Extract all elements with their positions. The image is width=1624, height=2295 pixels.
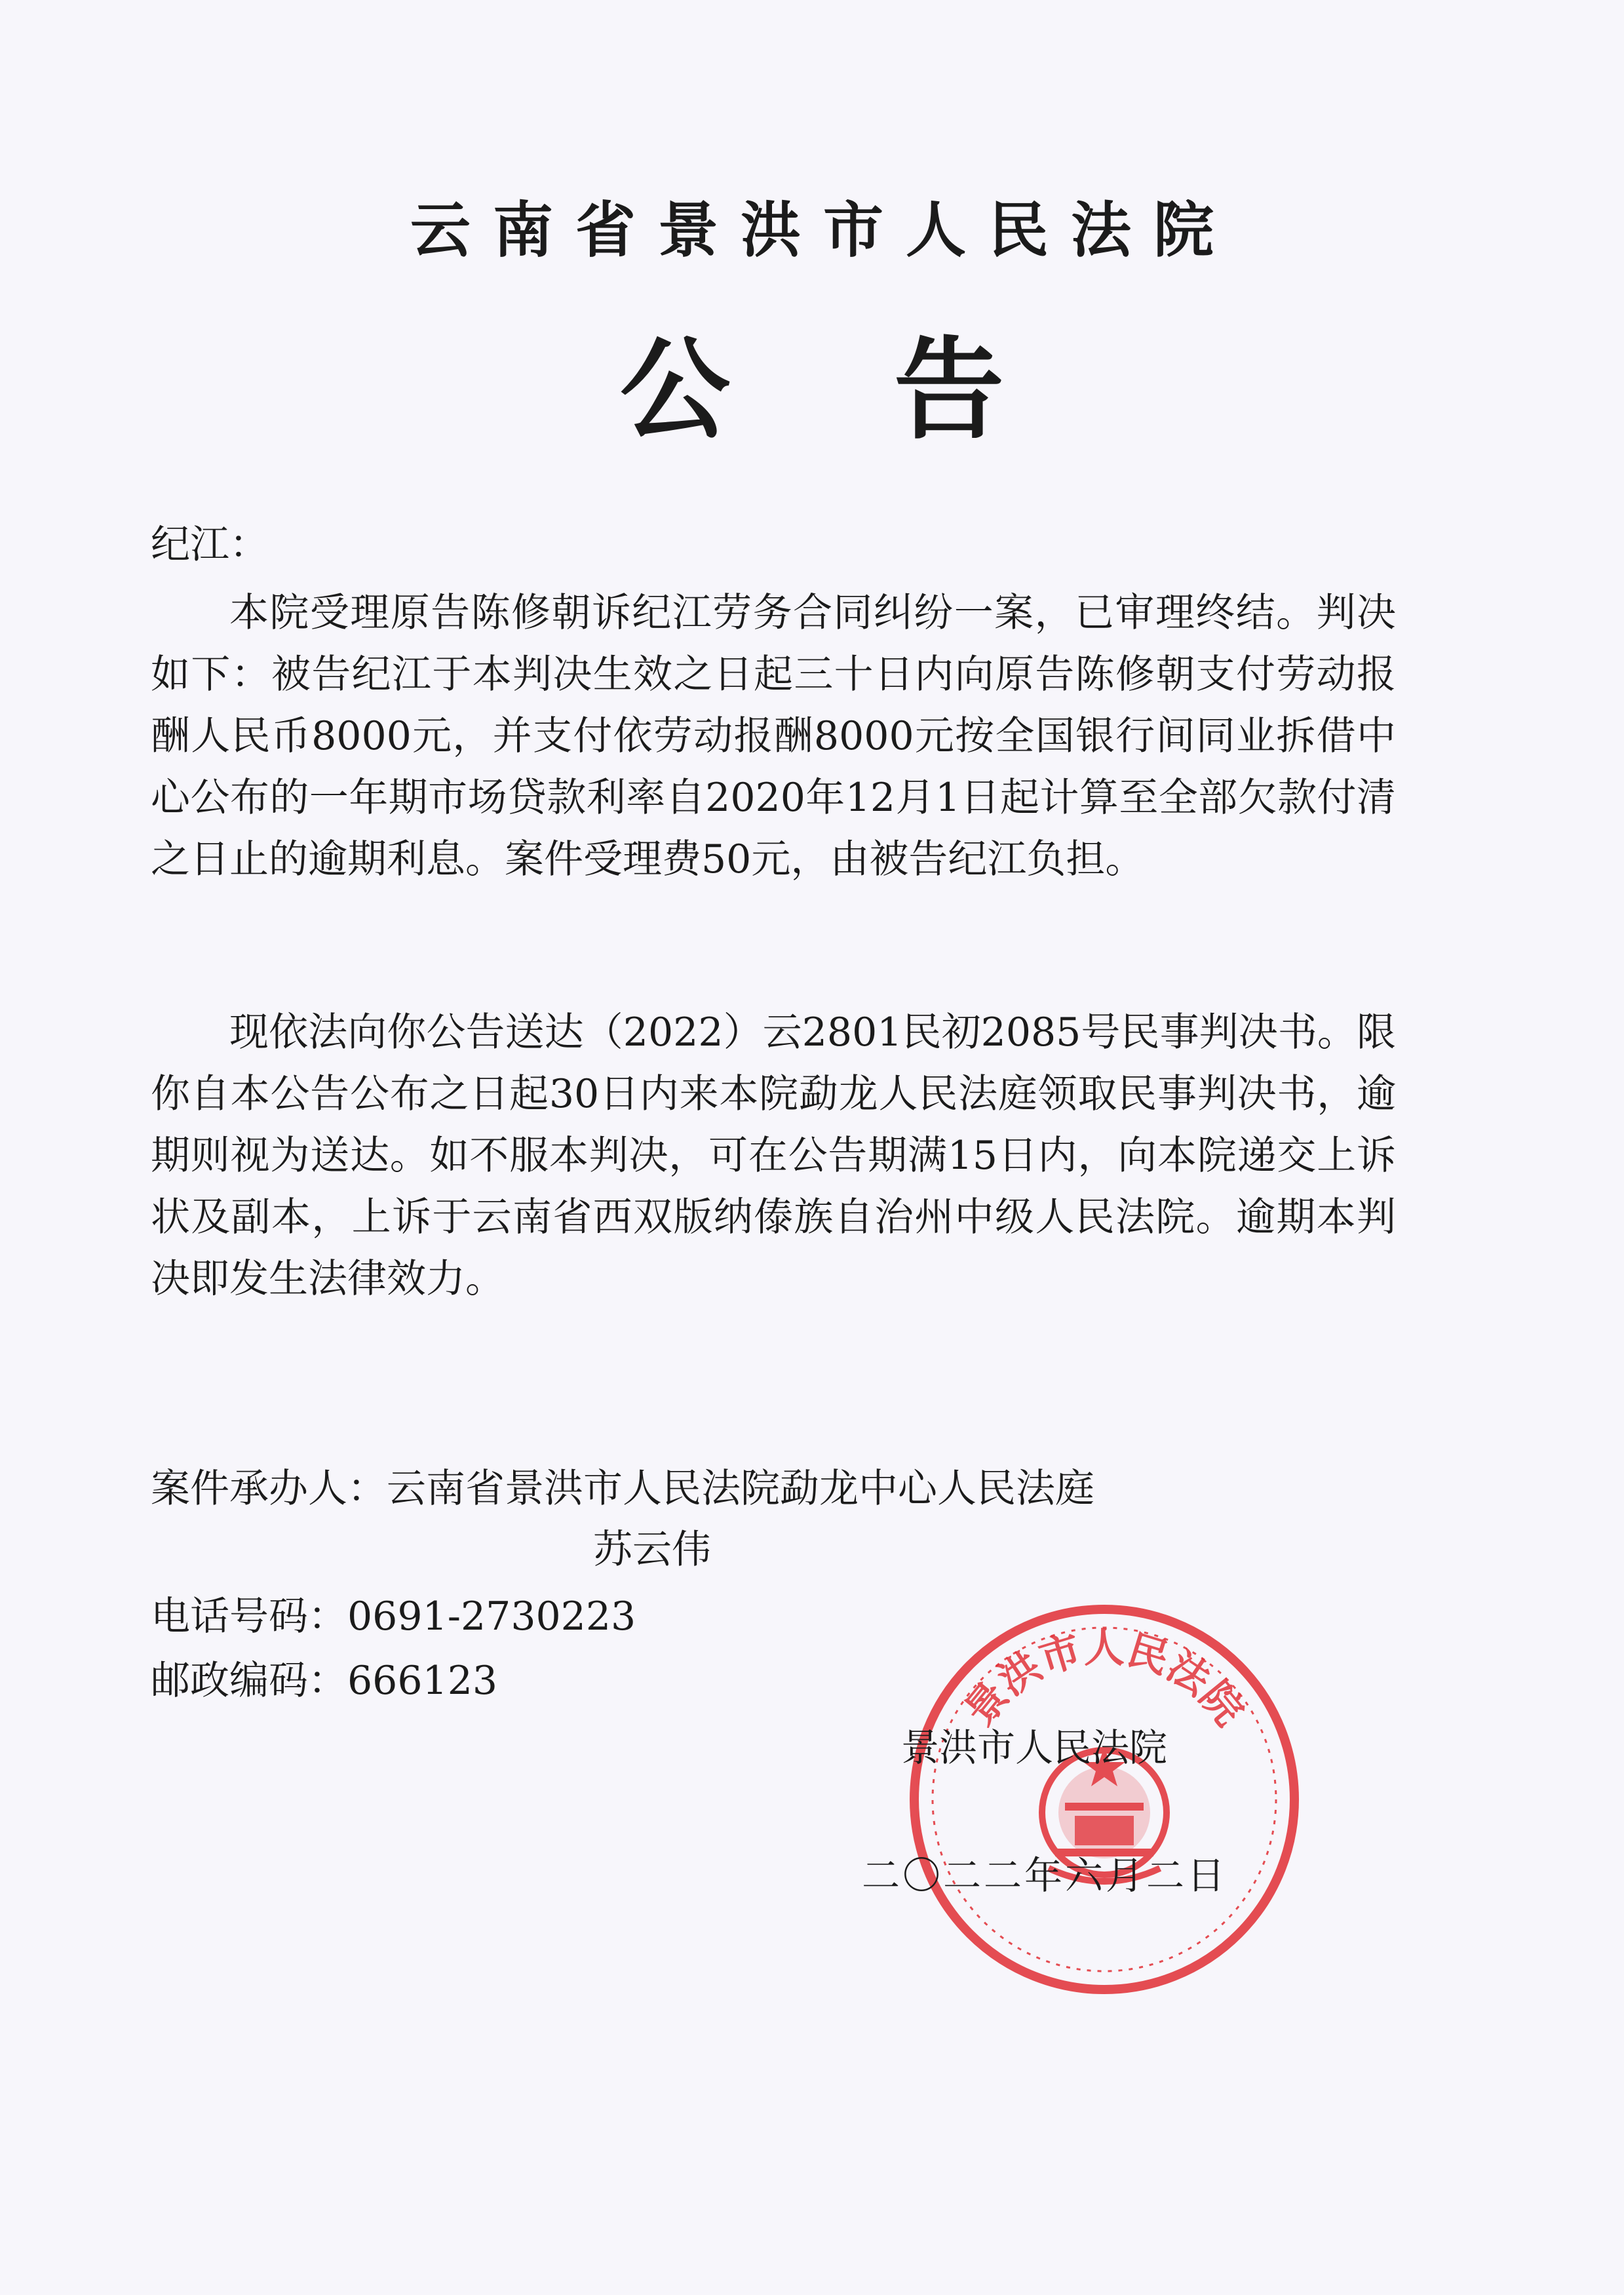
handler-line: [151, 1465, 1094, 1512]
postal-line: [151, 1657, 497, 1704]
postal-code: 666123: [347, 1658, 498, 1704]
phone-label: 电话号码：: [151, 1594, 347, 1639]
seal-text-path: 景洪市人民法院: [955, 1624, 1254, 1735]
phone-number: 0691-2730223: [347, 1594, 636, 1639]
postal-label: 邮政编码：: [151, 1658, 347, 1704]
signature-court: 景洪市人民法院: [901, 1725, 1168, 1770]
judgment-paragraph: 本院受理原告陈修朝诉纪江劳务合同纠纷一案，已审理终结。判决如下：被告纪江于本判决生效之日起三十日内向原告陈修朝支付劳动报酬人民币8000元，并支付依劳动报酬8000元按全国银行间同业拆借中心公布的一年期市场贷款利率自2020年12月1日起计算至全部欠款付清之日止的逾期利息。案件受理费50元，由被告纪江负担。: [151, 590, 1396, 882]
handler-name: 苏云伟: [593, 1527, 711, 1573]
service-paragraph: 现依法向你公告送达（2022）云2801民初2085号民事判决书。限你自本公告公布之日起30日内来本院勐龙人民法庭领取民事判决书，逾期则视为送达。如不服本判决，可在公告期满15日内，向本院递交上诉状及副本，上诉于云南省西双版纳傣族自治州中级人民法院。逾期本判决即发生法律效力。: [151, 1010, 1396, 1302]
court-seal: [891, 1586, 1317, 2012]
signature-date: 二〇二二年六月二日: [862, 1853, 1228, 1898]
notice-title: 公告: [620, 324, 1168, 454]
handler-org: 云南省景洪市人民法院勐龙中心人民法庭: [387, 1466, 1094, 1512]
addressee: 纪江：: [151, 522, 269, 568]
phone-line: [151, 1593, 636, 1640]
court-title: 云南省景洪市人民法院: [410, 195, 1236, 265]
handler-label: 案件承办人：: [151, 1466, 387, 1512]
